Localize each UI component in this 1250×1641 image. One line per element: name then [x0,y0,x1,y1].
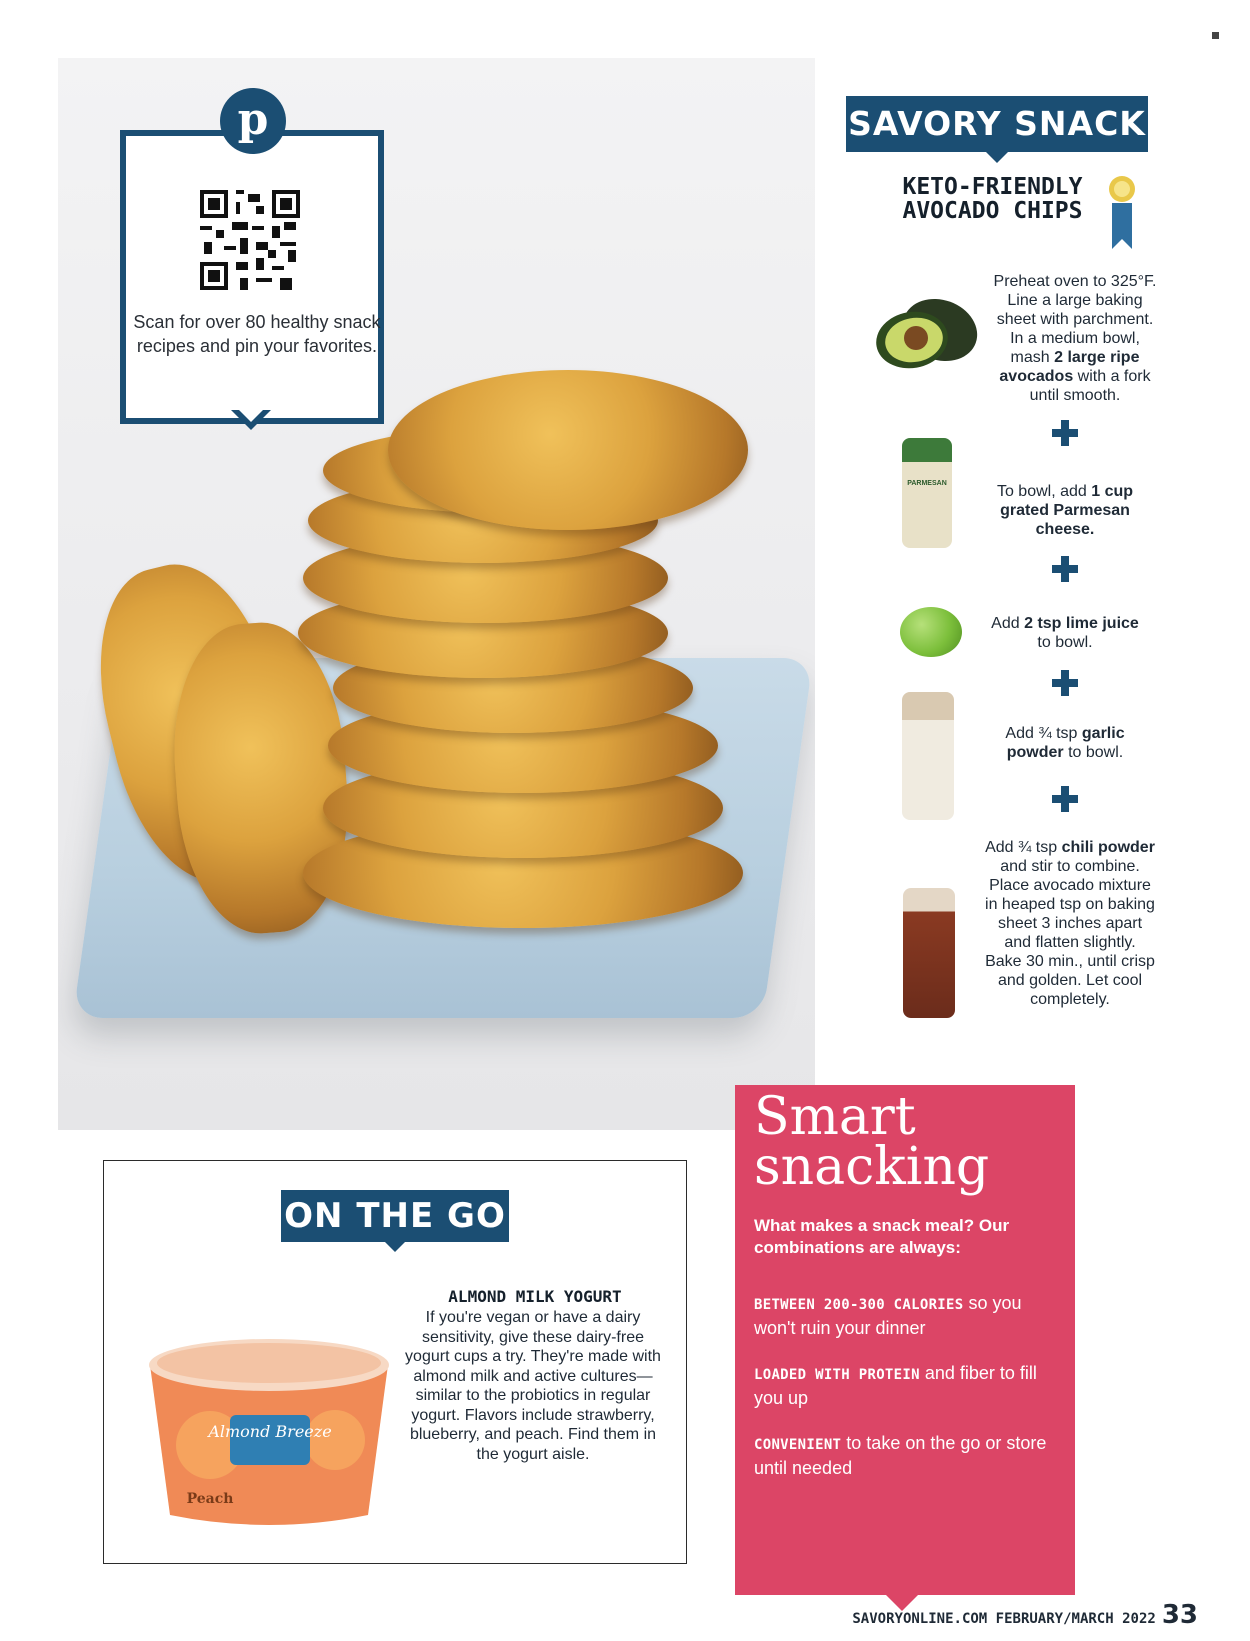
snack-criteria-convenient: CONVENIENT to take on the go or store until needed [754,1433,1047,1478]
plus-icon [1052,556,1078,582]
svg-text:Peach: Peach [186,1491,234,1507]
lime-illustration [900,607,962,657]
chili-powder-jar [903,888,955,1018]
step-1: Preheat oven to 325°F. Line a large baking sheet with parchment. In a medium bowl, mash 2 large ripe avocados with a fork until smooth. [993,273,1157,404]
parmesan-jar: PARMESAN [902,438,952,548]
qr-code[interactable] [200,190,300,290]
snack-criteria-calories: BETWEEN 200-300 CALORIES so you won't ruin your dinner [754,1293,1022,1338]
product-description: If you're vegan or have a dairy sensitivity, give these dairy-free yogurt cups a try. They're made with almond milk and active cultures—similar to the probiotics in regular yogurt. Flavors include strawberry, blueberry, and peach. Find them in the yogurt aisle. [405,1309,661,1463]
plus-icon [1052,786,1078,812]
step-2: To bowl, add 1 cup grated Parmesan cheese. [996,483,1134,538]
product-title: ALMOND MILK YOGURT [448,1287,622,1306]
chip [388,370,748,530]
plus-icon [1052,420,1078,446]
avocado-illustration [870,290,980,380]
plus-icon [1052,670,1078,696]
page-number: 33 [1161,1600,1198,1630]
garlic-powder-jar [902,692,954,820]
recipe-title: KETO-FRIENDLY AVOCADO CHIPS [902,174,1083,224]
page-footer [838,1600,1198,1630]
smart-snacking-subtitle: What makes a snack meal? Our combinations are always: [754,1216,1010,1257]
savory-snack-banner: SAVORY SNACK [846,96,1148,152]
on-the-go-banner: ON THE GO [281,1190,509,1242]
corner-mark [1212,32,1219,39]
step-3: Add 2 tsp lime juice to bowl. [991,615,1139,651]
yogurt-cup-illustration [140,1315,398,1530]
pinterest-icon: p [220,88,286,154]
snack-criteria-protein: LOADED WITH PROTEIN and fiber to fill you up [754,1363,1037,1408]
award-ribbon-icon [1108,173,1136,251]
smart-snacking-title: Smart snacking [754,1087,990,1197]
footer-site-date: SAVORYONLINE.COM FEBRUARY/MARCH 2022 [852,1611,1156,1627]
step-4: Add ¾ tsp garlic powder to bowl. [1005,725,1125,761]
svg-text:Almond Breeze: Almond Breeze [208,1422,332,1441]
qr-caption: Scan for over 80 healthy snack recipes and pin your favorites. [133,312,381,356]
step-5: Add ¾ tsp chili powder and stir to combine. Place avocado mixture in heaped tsp on baking sheet 3 inches apart and flatten slightly. Bake 30 min., until crisp and golden. Let cool completely. [985,839,1155,1008]
